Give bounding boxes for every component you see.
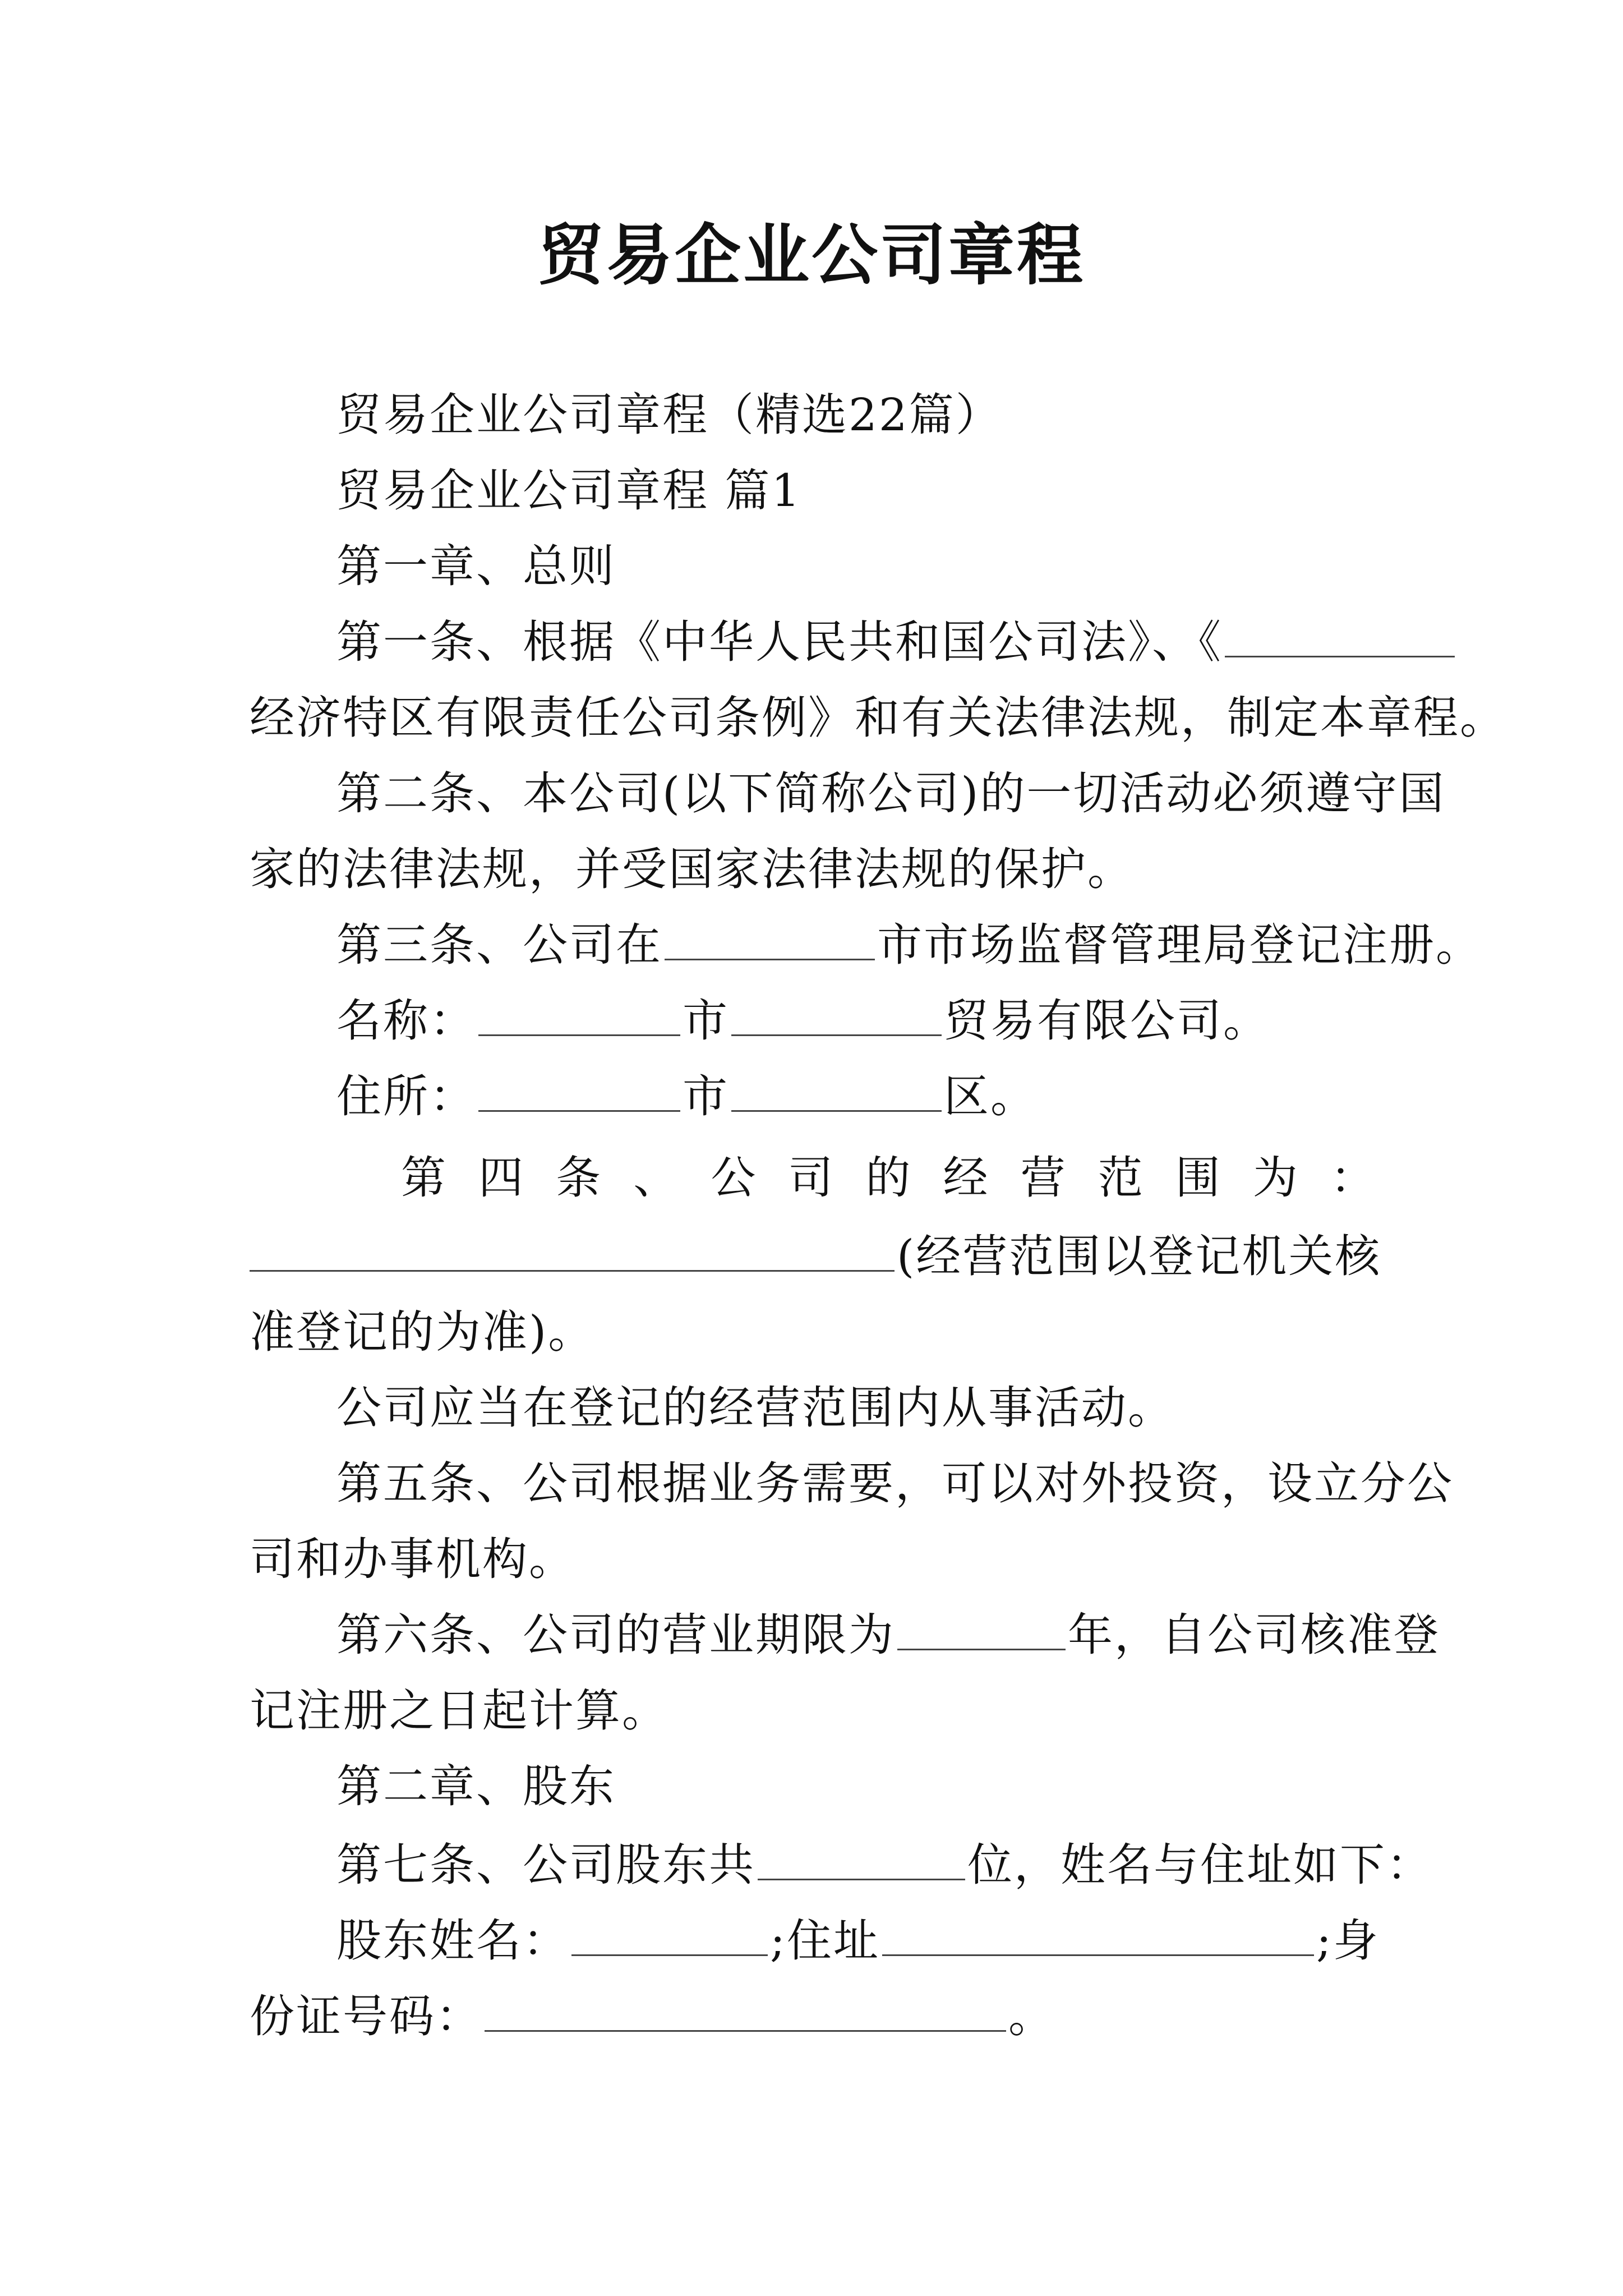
justified-char: 围 (1175, 1152, 1222, 1204)
justified-char: 经 (943, 1152, 990, 1204)
text-segment: 住所： (336, 1070, 476, 1122)
justified-char: 第 (401, 1152, 448, 1204)
fill-blank (250, 1232, 895, 1272)
justified-char: 司 (788, 1152, 835, 1204)
text-segment: ;身 (1316, 1915, 1380, 1967)
fill-blank (571, 1916, 768, 1956)
justified-char: 的 (865, 1152, 912, 1204)
fill-blank (478, 996, 680, 1036)
fill-blank (731, 1072, 942, 1112)
document-title: 贸易企业公司章程 (537, 216, 1085, 294)
paragraph-line (336, 1069, 1037, 1125)
paragraph-line (336, 993, 1270, 1049)
fill-blank (1225, 618, 1455, 657)
chapter-heading: 第二章、股东 (336, 1760, 616, 1812)
text-segment: 第六条、公司的营业期限为 (336, 1609, 895, 1661)
text-segment: (经营范围以登记机关核 (897, 1230, 1382, 1282)
justified-char: ： (1330, 1152, 1377, 1204)
fill-blank (882, 1916, 1314, 1956)
text-segment: 年，自公司核准登 (1068, 1609, 1440, 1661)
paragraph-line: 家的法律法规，并受国家法律法规的保护。 (250, 843, 1134, 895)
paragraph-line: 经济特区有限责任公司条例》和有关法律法规，制定本章程。 (250, 692, 1506, 744)
justified-char: 、 (633, 1152, 680, 1204)
paragraph-line (250, 1228, 1381, 1285)
justified-char: 为 (1252, 1152, 1299, 1204)
justified-char: 条 (556, 1152, 603, 1204)
paragraph-line-justified (401, 1150, 1377, 1206)
subtitle: 贸易企业公司章程（精选22篇） (336, 389, 1002, 441)
paragraph-line: 准登记的为准)。 (250, 1306, 595, 1358)
paragraph-line: 司和办事机构。 (250, 1533, 575, 1585)
text-segment: 份证号码： (250, 1990, 482, 2042)
text-segment: 。 (1008, 1990, 1055, 2042)
text-segment: 区。 (944, 1070, 1037, 1122)
fill-blank (897, 1611, 1066, 1650)
paragraph-line (336, 1607, 1440, 1663)
paragraph-line (250, 1989, 1055, 2045)
fill-blank (485, 1992, 1006, 2032)
text-segment: 股东姓名： (336, 1915, 569, 1967)
fill-blank (758, 1841, 965, 1880)
text-segment: 贸易有限公司。 (944, 995, 1270, 1047)
paragraph-line (336, 1837, 1433, 1893)
paragraph-line: 第二条、本公司(以下简称公司)的一切活动必须遵守国 (336, 767, 1446, 820)
text-segment: 第一条、根据《中华人民共和国公司法》、《 (336, 616, 1223, 668)
text-segment: 第七条、公司股东共 (336, 1839, 755, 1891)
text-segment: 市 (683, 1070, 729, 1122)
text-segment: 市市场监督管理局登记注册。 (877, 919, 1482, 971)
text-segment: ;住址 (770, 1915, 880, 1967)
text-segment: 名称： (336, 995, 476, 1047)
justified-char: 营 (1020, 1152, 1067, 1204)
paragraph-line (336, 614, 1457, 670)
fill-blank (478, 1072, 680, 1112)
fill-blank (665, 921, 875, 960)
article-heading: 贸易企业公司章程 篇1 (336, 464, 802, 517)
text-segment: 位，姓名与住址如下： (967, 1839, 1433, 1891)
justified-char: 范 (1098, 1152, 1145, 1204)
chapter-heading: 第一章、总则 (336, 540, 616, 592)
text-segment: 第三条、公司在 (336, 919, 662, 971)
paragraph-line: 记注册之日起计算。 (250, 1685, 668, 1737)
paragraph-line: 公司应当在登记的经营范围内从事活动。 (336, 1382, 1174, 1434)
justified-char: 公 (711, 1152, 758, 1204)
justified-char: 四 (478, 1152, 525, 1204)
text-segment: 市 (683, 995, 729, 1047)
paragraph-line (336, 917, 1482, 973)
fill-blank (731, 996, 942, 1036)
paragraph-line: 第五条、公司根据业务需要，可以对外投资，设立分公 (336, 1457, 1454, 1510)
paragraph-line (336, 1913, 1380, 1969)
